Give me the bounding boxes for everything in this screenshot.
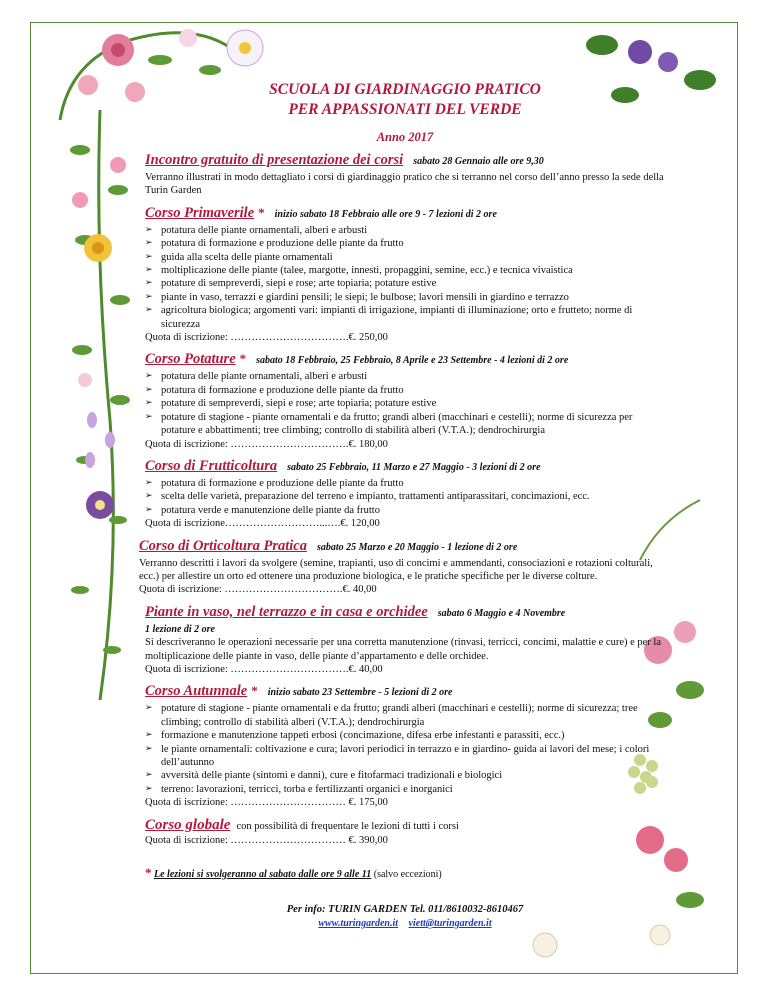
list-item: ➢ potatura delle piante ornamentali, alberi e arbusti bbox=[145, 370, 665, 383]
course-star: * bbox=[251, 683, 258, 699]
intro-text: Verranno illustrati in modo dettagliato i corsi di giardinaggio pratico che si terranno nel corso dell’anno presso la sede della Turin Garden bbox=[145, 172, 664, 197]
contact-info: Per info: TURIN GARDEN Tel. 011/8610032-8610467 bbox=[286, 904, 524, 916]
course-description: Verranno descritti i lavori da svolgere (semine, trapianti, uso di concimi e ammendanti, consociazioni e rotazioni colturali, ecc.) per allestire un orto ed ottenere una produzione biologica, e le pratiche specifiche per le diverse colture. bbox=[139, 557, 653, 582]
course-title: Corso Autunnale bbox=[145, 683, 248, 700]
list-item: ➢ avversità delle piante (sintomi e danni), cure e fitofarmaci tradizionali e biologici bbox=[145, 769, 665, 782]
course-potature bbox=[145, 350, 665, 450]
course-when: sabato 18 Febbraio, 25 Febbraio, 8 Aprile e 23 Settembre - 4 lezioni di 2 ore bbox=[256, 355, 569, 367]
course-primaverile bbox=[145, 204, 665, 345]
yellow-rose-icon bbox=[84, 234, 112, 262]
list-item: ➢ potatura verde e manutenzione delle piante da frutto bbox=[145, 504, 665, 517]
course-fee: Quota di iscrizione: …………………………… €. 175,00 bbox=[145, 797, 388, 809]
course-when: inizio sabato 18 Febbraio alle ore 9 - 7 lezioni di 2 ore bbox=[274, 208, 497, 220]
intro-section bbox=[145, 151, 665, 198]
course-frutticoltura bbox=[145, 457, 665, 531]
flyer-year: Anno 2017 bbox=[376, 130, 434, 144]
course-autunnale bbox=[145, 682, 665, 809]
course-fee: Quota di iscrizione: …………………………… €. 390,00 bbox=[145, 834, 388, 846]
course-fee: Quota di iscrizione: …………………………….€. 40,00 bbox=[139, 584, 377, 596]
list-item: ➢ potature di sempreverdi, siepi e rose; arte topiaria; potature estive bbox=[145, 277, 665, 290]
note-star: * bbox=[145, 865, 152, 881]
course-title: Corso di Frutticoltura bbox=[145, 457, 278, 474]
schedule-note bbox=[145, 865, 665, 881]
course-when: sabato 25 Marzo e 20 Maggio - 1 lezione di 2 ore bbox=[316, 541, 518, 553]
course-fee: Quota di iscrizione………………………...….€. 120,00 bbox=[145, 518, 380, 530]
list-item: ➢ potatura di formazione e produzione delle piante da frutto bbox=[145, 237, 665, 250]
note-text: Le lezioni si svolgeranno al sabato dalle ore 9 alle 11 bbox=[154, 869, 372, 881]
course-when: sabato 6 Maggio e 4 Novembre bbox=[437, 607, 566, 619]
pansy-icon bbox=[86, 491, 114, 519]
list-item: ➢ scelta delle varietà, preparazione del terreno e impianto, trattamenti antiparassitari, concimazioni, ecc. bbox=[145, 490, 665, 503]
intro-date: sabato 28 Gennaio alle ore 9,30 bbox=[413, 156, 544, 167]
list-item: ➢ potature di sempreverdi, siepi e rose; arte topiaria; potature estive bbox=[145, 397, 665, 410]
course-title: Corso di Orticoltura Pratica bbox=[139, 537, 307, 554]
list-item: ➢ piante in vaso, terrazzi e giardini pensili; le siepi; le bulbose; lavori mensili in giardino e terrazzo bbox=[145, 291, 665, 304]
course-title: Piante in vaso, nel terrazzo e in casa e orchidee bbox=[145, 603, 428, 620]
course-title: Corso Potature bbox=[145, 351, 236, 368]
website-link[interactable]: www.turingarden.it bbox=[318, 918, 399, 930]
list-item: ➢ formazione e manutenzione tappeti erbosi (concimazione, difesa erbe infestanti e parassiti, ecc.) bbox=[145, 729, 665, 742]
rose-icon bbox=[102, 34, 134, 66]
course-title: Corso globale bbox=[145, 816, 231, 833]
list-item: ➢ agricoltura biologica; argomenti vari: impianti di irrigazione, impianti di illuminazione; orto e frutteto; norme di sicurezza bbox=[145, 304, 665, 331]
daisy-icon bbox=[227, 30, 263, 66]
flyer-title-line2: PER APPASSIONATI DEL VERDE bbox=[288, 101, 522, 118]
list-item: ➢ terreno: lavorazioni, terricci, torba e fertilizzanti organici e inorganici bbox=[145, 783, 665, 796]
course-when: inizio sabato 23 Settembre - 5 lezioni di 2 ore bbox=[267, 687, 453, 699]
course-globale bbox=[145, 816, 665, 847]
flyer-title-line1: SCUOLA DI GIARDINAGGIO PRATICO bbox=[269, 81, 541, 98]
contact-links bbox=[145, 917, 665, 931]
list-item: ➢ potatura delle piante ornamentali, alberi e arbusti bbox=[145, 224, 665, 237]
course-star: * bbox=[258, 204, 265, 220]
intro-title: Incontro gratuito di presentazione dei corsi bbox=[145, 152, 404, 168]
list-item: ➢ moltiplicazione delle piante (talee, margotte, innesti, propaggini, semine, ecc.) e tecnica vivaistica bbox=[145, 264, 665, 277]
course-title: Corso Primaverile bbox=[145, 204, 255, 221]
violet-icon bbox=[628, 40, 678, 72]
course-fee: Quota di iscrizione: …………………………….€. 180,00 bbox=[145, 438, 388, 450]
list-item: ➢ le piante ornamentali: coltivazione e cura; lavori periodici in terrazzo e in giardino- guida ai lavori del mese; i colori dell’autunno bbox=[145, 743, 665, 770]
list-item: ➢ potatura di formazione e produzione delle piante da frutto bbox=[145, 384, 665, 397]
list-item: ➢ potature di stagione - piante ornamentali e da frutto; grandi alberi (macchinari e cestelli); norme di sicurezza per potature e abbattimenti; tree climbing; controllo di stabilità alberi (V.T.A.); dendrochirurgia bbox=[145, 411, 665, 438]
course-star: * bbox=[239, 351, 247, 367]
course-piante-in-vaso bbox=[145, 603, 665, 677]
note-extra: (salvo eccezioni) bbox=[373, 869, 442, 881]
list-item: ➢ guida alla scelta delle piante ornamentali bbox=[145, 251, 665, 264]
course-fee: Quota di iscrizione: …………………………….€. 40,00 bbox=[145, 663, 383, 675]
course-fee: Quota di iscrizione: …………………………….€. 250,00 bbox=[145, 332, 388, 344]
list-item: ➢ potature di stagione - piante ornamentali e da frutto; grandi alberi (macchinari e cestelli); norme di sicurezza; tree climbing; controllo di stabilità alberi (V.T.A.); dendrochirurgia bbox=[145, 702, 665, 729]
course-description: Si descriveranno le operazioni necessarie per una corretta manutenzione (rinvasi, terricci, concimi, malattie e cure) e per la moltiplicazione delle piante in vaso, delle piante d’appartamento e delle orchidee. bbox=[145, 637, 662, 662]
email-link[interactable]: viett@turingarden.it bbox=[408, 918, 492, 930]
course-orticoltura bbox=[139, 537, 665, 597]
course-when: con possibilità di frequentare le lezioni di tutti i corsi bbox=[236, 820, 459, 832]
course-when: sabato 25 Febbraio, 11 Marzo e 27 Maggio - 3 lezioni di 2 ore bbox=[287, 461, 541, 473]
flyer-content bbox=[139, 80, 665, 931]
list-item: ➢ potatura di formazione e produzione delle piante da frutto bbox=[145, 477, 665, 490]
course-lessons: 1 lezione di 2 ore bbox=[145, 623, 215, 635]
